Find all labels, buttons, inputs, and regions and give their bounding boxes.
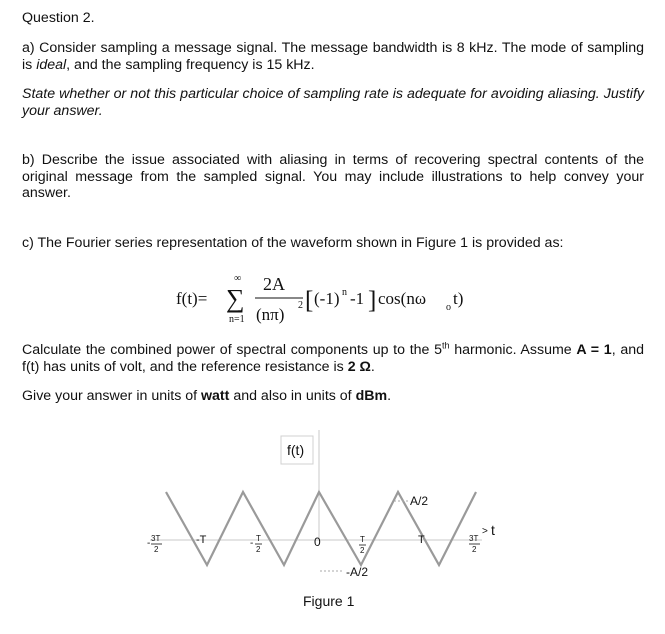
formula-cos-term: cos(nω [378, 289, 427, 308]
formula-sum-lower: n=1 [229, 314, 245, 325]
figure-caption: Figure 1 [303, 593, 355, 609]
formula-bracket-term: (-1) [314, 289, 340, 308]
tick-neg-t-2-num: T [256, 534, 261, 543]
give-text-1: Give your answer in units of [22, 388, 201, 404]
calc-text-1: Calculate the combined power of spectral components up to the 5 [22, 342, 443, 358]
formula-bracket-rest: -1 [350, 289, 365, 308]
tick-t-2-den: 2 [360, 546, 365, 555]
part-c-give [22, 388, 644, 405]
formula-bracket-exp: n [342, 287, 347, 298]
tick-neg-3t-2-minus: - [147, 538, 151, 549]
part-b-text: b) Describe the issue associated with aliasing in terms of recovering spectral contents of the original message from the sampled signal. You may include illustrations to help convey your answer. [22, 152, 644, 201]
formula-sum-sign: ∑ [226, 284, 245, 313]
figure-1 [0, 430, 665, 630]
question-title: Question 2. [22, 10, 95, 26]
formula-denominator-exp: 2 [298, 300, 303, 311]
tick-neg-t: -T [196, 534, 207, 546]
give-dbm: dBm [355, 388, 388, 404]
calc-text-4: . [370, 358, 375, 375]
part-a-text-1: a) Consider sampling a message signal. The message bandwidth is 8 kHz. The mode of sampling is [22, 40, 644, 73]
part-c-calculation [22, 342, 644, 375]
part-a-text [22, 40, 644, 73]
calc-text-2: harmonic. Assume [449, 342, 577, 358]
tick-zero: 0 [314, 535, 321, 549]
tick-t-2-num: T [360, 535, 365, 544]
part-c-intro: c) The Fourier series representation of the waveform shown in Figure 1 is provided as: [22, 235, 564, 251]
give-watt: watt [201, 388, 230, 404]
calc-superscript: th [442, 340, 450, 351]
formula-sum-upper: ∞ [234, 273, 242, 284]
give-text-2: and also in units of [229, 388, 356, 404]
tick-neg-t-2-den: 2 [256, 545, 261, 554]
formula-denominator: (nπ) [256, 305, 285, 324]
give-text-3: . [387, 388, 392, 404]
calc-resistance: 2 Ω [347, 358, 371, 375]
tick-t: T [418, 534, 425, 546]
calc-text-3: , and f(t) has units of volt, and the reference resistance is [22, 342, 644, 375]
formula-open-bracket: [ [305, 287, 314, 314]
neg-a-half-label: -A/2 [346, 565, 369, 579]
tick-neg-3t-2-den: 2 [154, 545, 159, 554]
formula-lhs: f(t)= [176, 289, 208, 308]
tick-neg-3t-2-num: 3T [151, 534, 161, 543]
tick-3t-2-den: 2 [472, 545, 477, 554]
tick-3t-2-num: 3T [469, 534, 479, 543]
formula-close-bracket: ] [368, 287, 377, 314]
formula-numerator: 2A [263, 274, 285, 294]
part-a-text-2: , and the sampling frequency is 15 kHz. [66, 56, 315, 73]
formula-cos-sub: o [446, 302, 451, 313]
part-a-instruction: State whether or not this particular choice of sampling rate is adequate for avoiding aliasing. Justify your answer. [22, 86, 644, 119]
part-a-ideal-word: ideal [36, 56, 67, 73]
t-axis-label: t [491, 522, 495, 538]
a-half-label: A/2 [410, 494, 429, 508]
y-axis-label: f(t) [287, 442, 305, 458]
fourier-series-formula [0, 262, 665, 332]
calc-assume: A = 1 [576, 342, 612, 358]
t-axis-arrow: > [482, 526, 488, 537]
triangle-wave [166, 492, 479, 565]
tick-neg-t-2-minus: - [250, 538, 254, 549]
formula-cos-end: t) [453, 289, 464, 308]
